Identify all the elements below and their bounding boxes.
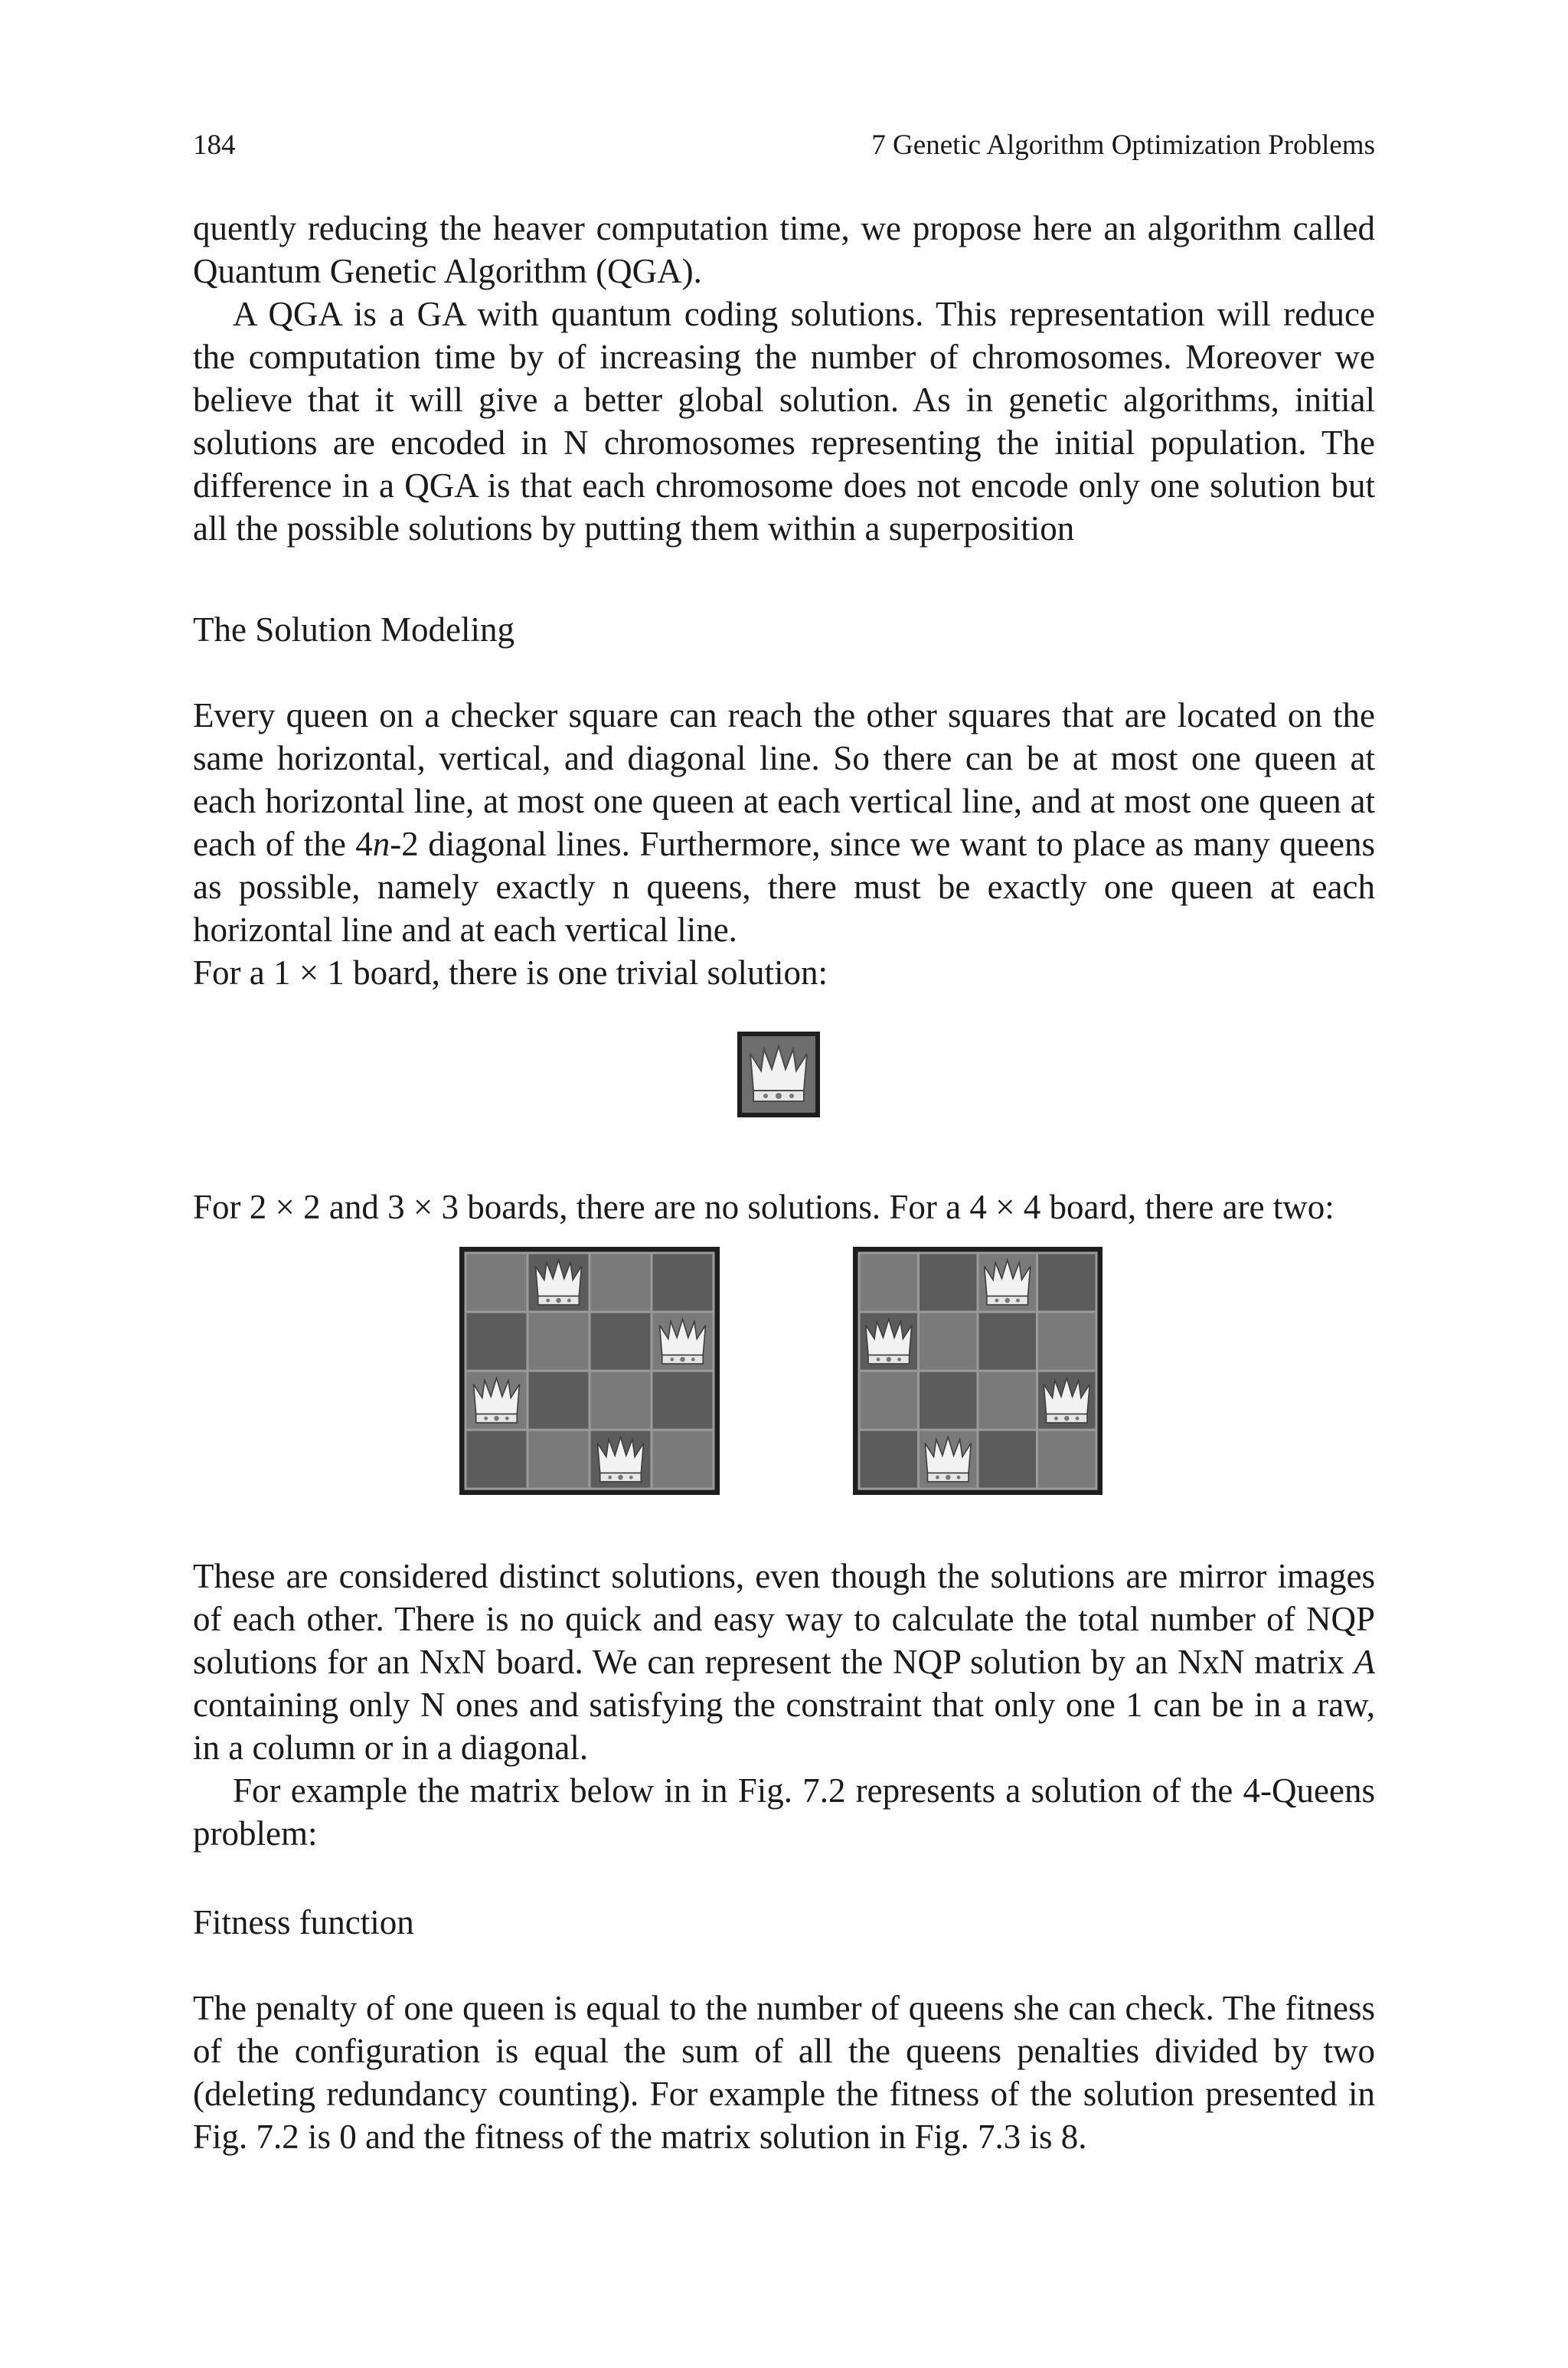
board-square (1037, 1312, 1097, 1371)
variable-n: n (372, 825, 390, 863)
board-square (978, 1371, 1037, 1430)
board-4x4-solution-a (458, 1245, 721, 1496)
board-square (466, 1430, 528, 1489)
board-square (652, 1371, 714, 1430)
page-header (193, 129, 1375, 165)
page-number: 184 (193, 129, 236, 161)
paragraph-5: For 2 × 2 and 3 × 3 boards, there are no solutions. For a 4 × 4 board, there are two: (193, 1188, 1334, 1226)
paragraph-3 (193, 694, 1375, 951)
paragraph-solution (193, 694, 1375, 994)
paragraph-8: The penalty of one queen is equal to the number of queens she can check. The fitness of the configuration is equal the sum of all the queens penalties divided by two (deleting redundancy counting). For example the fitness of the solution presented in Fig. 7.2 is 0 and the fitness of the matrix solution in Fig. 7.3 is 8. (193, 1989, 1375, 2156)
paragraph-1: quently reducing the heaver computation time, we propose here an algorithm called Quantum Genetic Algorithm (QGA). (193, 209, 1375, 290)
board-square (652, 1253, 714, 1312)
board-square (859, 1430, 919, 1489)
board-square (528, 1312, 590, 1371)
board-square (1037, 1253, 1097, 1312)
matrix-variable-a: A (1354, 1643, 1375, 1681)
board-square (978, 1430, 1037, 1489)
board-square (978, 1312, 1037, 1371)
paragraph-boards (193, 1186, 1375, 1228)
board-square (590, 1371, 652, 1430)
board-square (528, 1430, 590, 1489)
paragraph-3-part-b: -2 diagonal lines. Furthermore, since we want to place as many queens as possible, namely exactly n queens, there must be exactly one queen at each horizontal line and at each vertical line. (193, 825, 1375, 949)
board-square (1037, 1430, 1097, 1489)
paragraph-intro (193, 207, 1375, 550)
paragraph-7: For example the matrix below in in Fig. 7.2 represents a solution of the 4-Queens problem: (193, 1771, 1375, 1853)
paragraph-4: For a 1 × 1 board, there is one trivial solution: (193, 953, 828, 992)
paragraph-fitness (193, 1987, 1375, 2158)
board-square (466, 1312, 528, 1371)
board-square (652, 1430, 714, 1489)
section-heading-fitness: Fitness function (193, 1903, 414, 1941)
paragraph-6 (193, 1555, 1375, 1769)
board-square (590, 1253, 652, 1312)
board-square (919, 1312, 978, 1371)
board-square (919, 1253, 978, 1312)
paragraph-6-part-a: These are considered distinct solutions, even though the solutions are mirror images of each other. There is no quick and easy way to calculate the total number of NQP solutions for an NxN board. We can represent the NQP solution by an NxN matrix (193, 1557, 1375, 1681)
board-1x1-figure (735, 1029, 822, 1120)
running-title: 7 Genetic Algorithm Optimization Problems (871, 129, 1375, 161)
paragraph-2: A QGA is a GA with quantum coding solutions. This representation will reduce the computation time by of increasing the number of chromosomes. Moreover we believe that it will give a better global solution. As in genetic algorithms, initial solutions are encoded in N chromosomes representing the initial population. The difference in a QGA is that each chromosome does not encode only one solution but all the possible solutions by putting them within a superposition (193, 295, 1375, 548)
board-square (859, 1371, 919, 1430)
paragraph-6-part-b: containing only N ones and satisfying the constraint that only one 1 can be in a raw, in a column or in a diagonal. (193, 1686, 1375, 1767)
board-square (528, 1371, 590, 1430)
board-square (466, 1253, 528, 1312)
paragraph-representation (193, 1555, 1375, 1855)
board-square (590, 1312, 652, 1371)
paragraph-3-part-a: Every queen on a checker square can reach the other squares that are located on the same horizontal, vertical, and diagonal line. So there can be at most one queen at each horizontal line, at most one queen at each vertical line, and at most one queen at each of the 4 (193, 696, 1375, 863)
section-heading-solution: The Solution Modeling (193, 610, 514, 649)
board-square (919, 1371, 978, 1430)
board-square (859, 1253, 919, 1312)
board-4x4-solution-b (851, 1245, 1104, 1496)
